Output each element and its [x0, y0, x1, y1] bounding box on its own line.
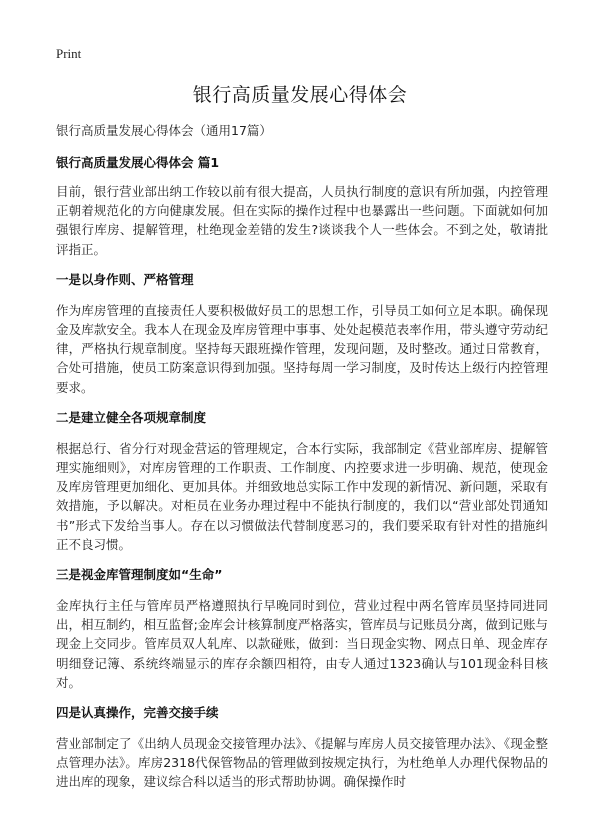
section-heading-2: 二是建立健全各项规章制度 — [56, 409, 207, 425]
article-heading: 银行高质量发展心得体会 篇1 — [56, 155, 220, 170]
document-body — [56, 122, 548, 804]
page-title: 银行高质量发展心得体会 — [192, 84, 408, 106]
section-body-1: 作为库房管理的直接责任人要积极做好员工的思想工作，引导员工如何立足本职。确保现金及库款安全。我本人在现金及库房管理中事事、处处起模范表率作用，带头遵守劳动纪律，严格执行规章制度。坚持每天跟班操作管理，发现问题，及时整改。通过日常教育，合处可措施，使员工防案意识得到加强。坚持每周一学习制度，及时传达上级行内控管理要求。 — [56, 302, 548, 395]
section-heading-4: 四是认真操作，完善交接手续 — [56, 705, 219, 721]
section-body-3: 金库执行主任与管库员严格遵照执行早晚同时到位，营业过程中两名管库员坚持同进同出，相互制约，相互监督;金库会计核算制度严格落实，管库员与记账员分离，做到记账与现金上交同步。管库员双人轧库、以款碰账，做到：当日现金实物、网点日单、现金库存明细登记簿、系统终端显示的库存余额四相符，由专人通过1323确认与101现金科目核对。 — [56, 598, 548, 690]
document-subtitle: 银行高质量发展心得体会（通用17篇） — [56, 123, 272, 138]
section-body-4: 营业部制定了《出纳人员现金交接管理办法》、《提解与库房人员交接管理办法》、《现金整点管理办法》。库房2318代保管物品的管理做到按规定执行，为杜绝单人办理代保物品的进出库的现象，建议综合科以适当的形式帮助协调。确保操作时 — [56, 736, 548, 790]
section-heading-1: 一是以身作则、严格管理 — [56, 271, 194, 287]
intro-paragraph: 目前，银行营业部出纳工作较以前有很大提高，人员执行制度的意识有所加强，内控管理正朝着规范化的方向健康发展。但在实际的操作过程中也暴露出一些问题。下面就如何加强银行库房、提解管理，杜绝现金差错的发生?谈谈我个人一些体会。不到之处，敬请批评指正。 — [56, 184, 548, 257]
section-heading-3: 三是视金库管理制度如“生命” — [56, 567, 223, 583]
print-link[interactable]: Print — [56, 46, 82, 61]
section-body-2: 根据总行、省分行对现金营运的管理规定，合本行实际，我部制定《营业部库房、提解管理实施细则》，对库房管理的工作职责、工作制度、内控要求进一步明确、规范，使现金及库房管理更加细化、更加具体。并细致地总实际工作中发现的新情况、新问题，采取有效措施，予以解决。对柜员在业务办理过程中不能执行制度的，我们以“营业部处罚通知书”形式下发给当事人。存在以习惯做法代替制度恶习的，我们要采取有针对性的措施纠正不良习惯。 — [56, 440, 548, 552]
